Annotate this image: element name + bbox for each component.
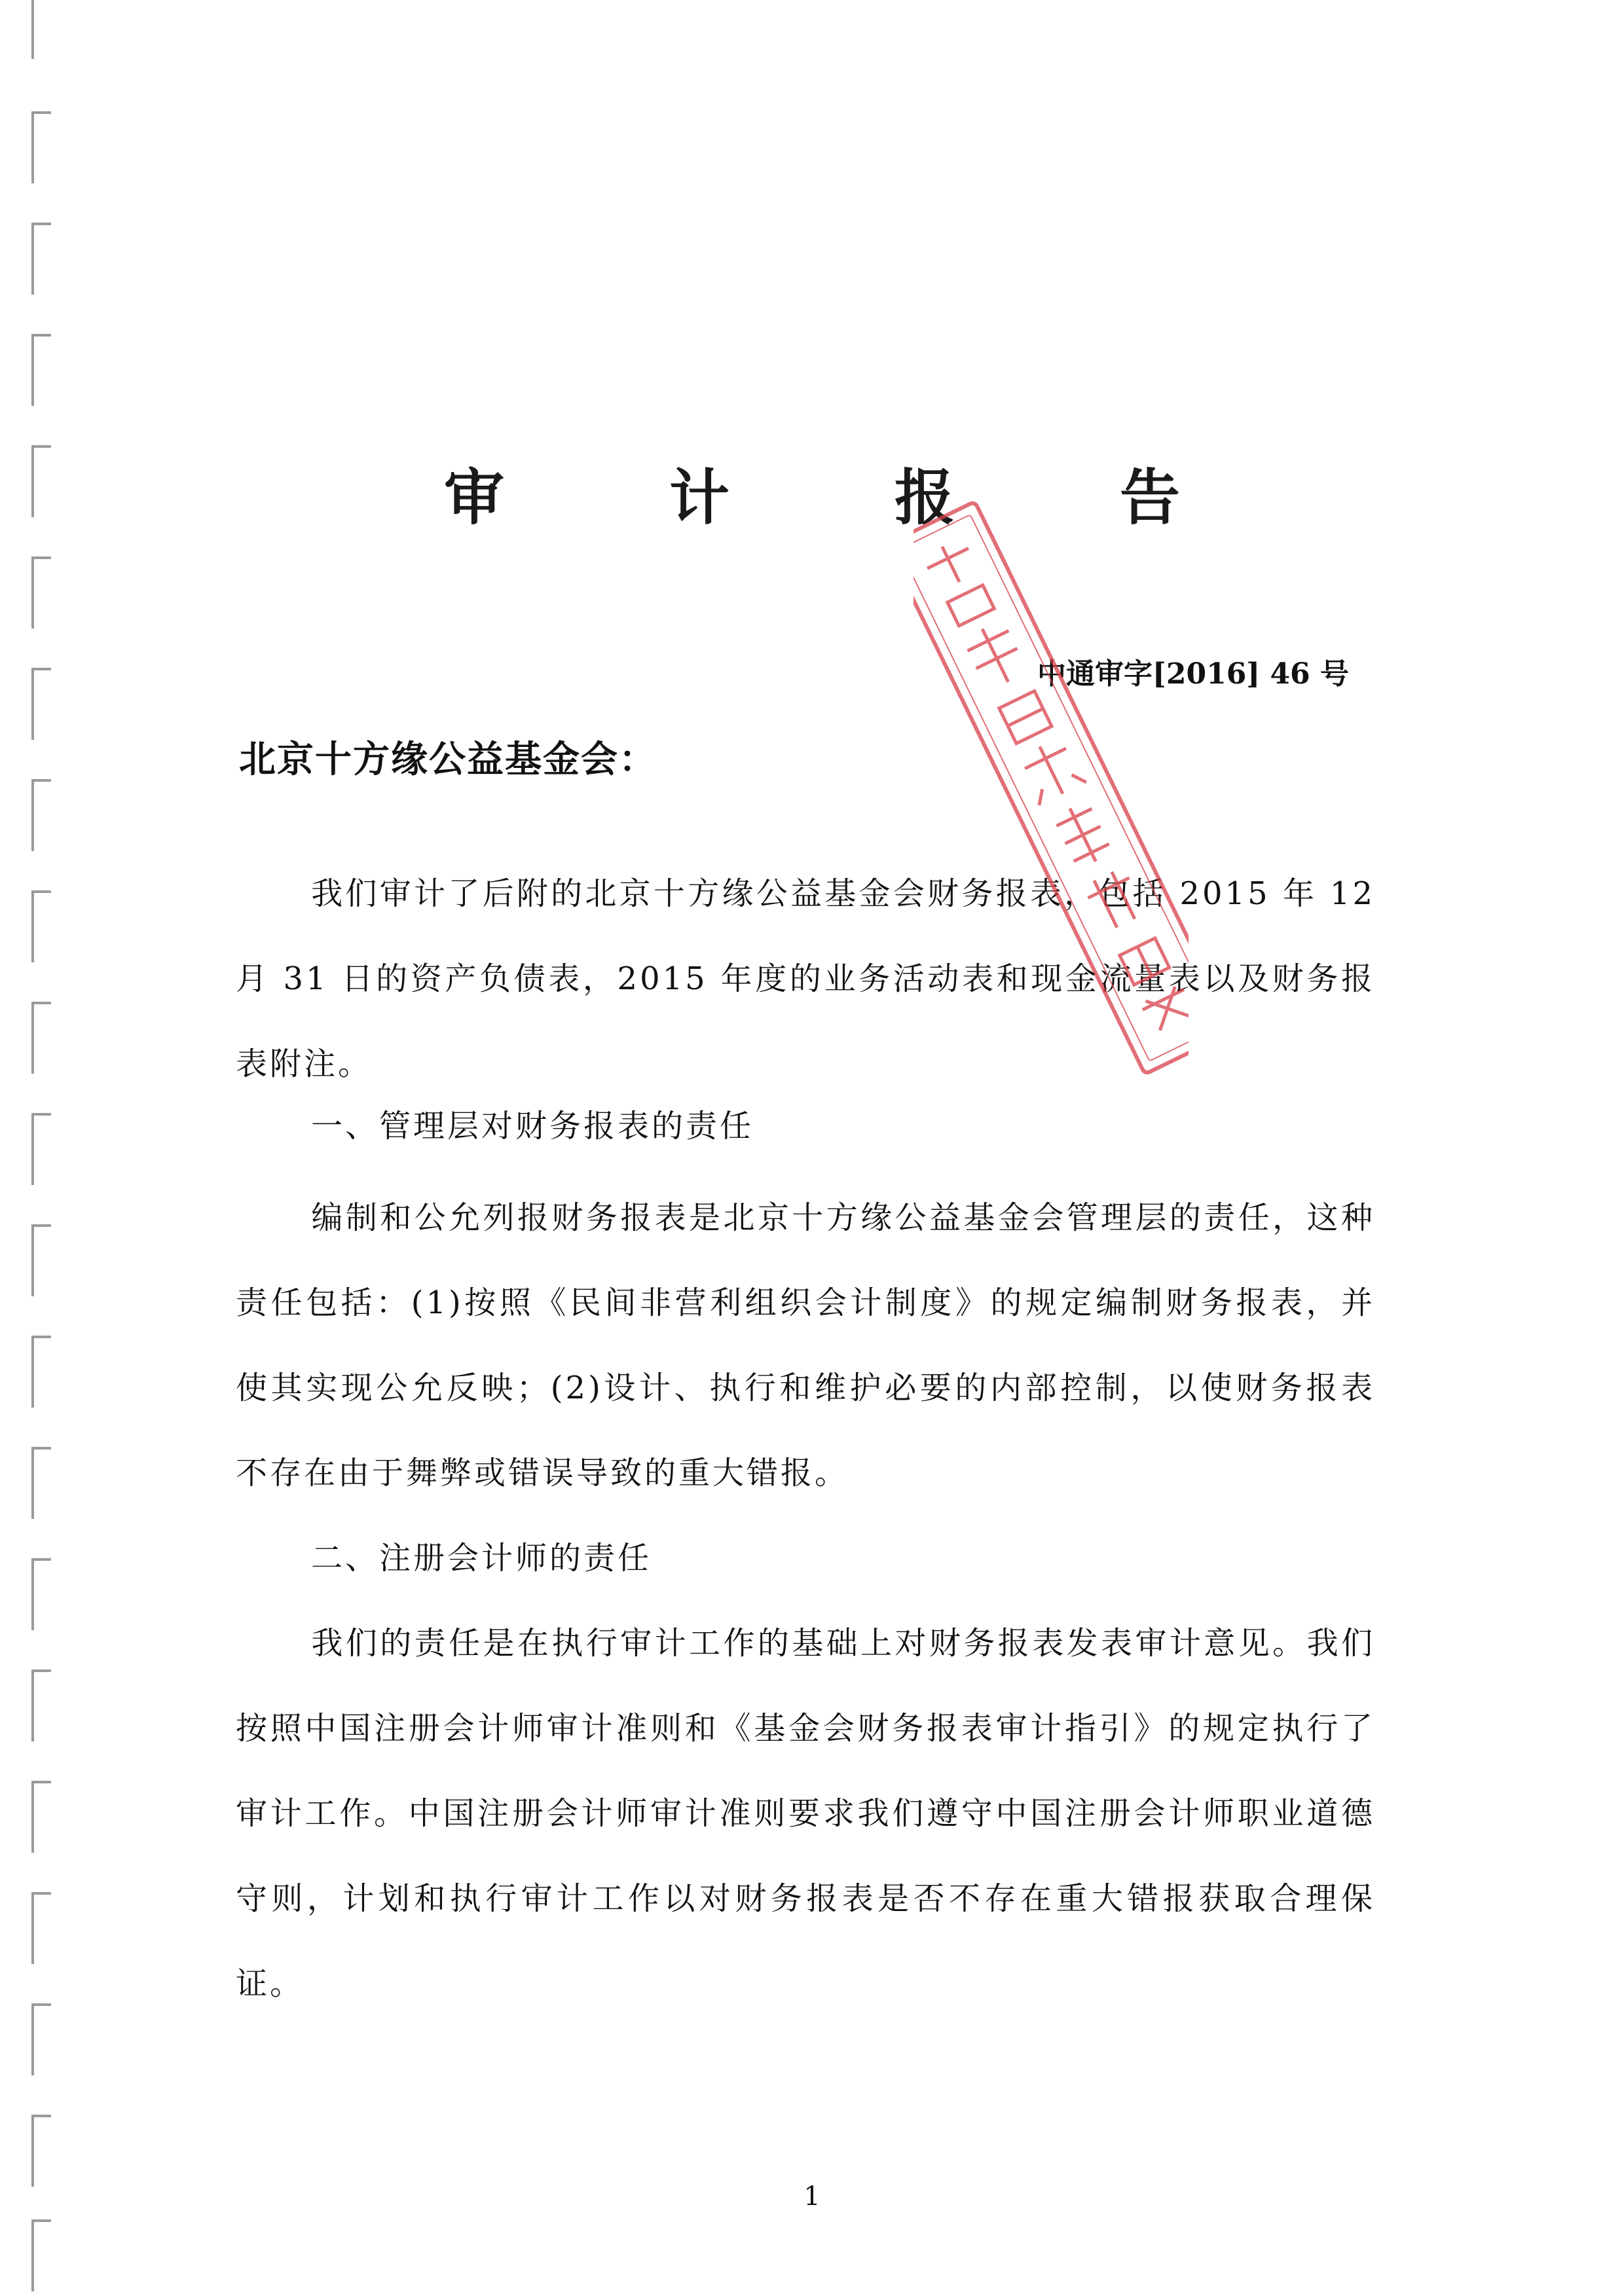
binding-mark bbox=[31, 1224, 51, 1296]
intro-paragraph-text: 我们审计了后附的北京十方缘公益基金会财务报表，包括 2015 年 12 月 31 日的资产负债表，2015 年度的业务活动表和现金流量表以及财务报表附注。 bbox=[236, 875, 1375, 1082]
binding-mark bbox=[31, 1558, 51, 1630]
binding-mark bbox=[31, 1447, 51, 1519]
binding-mark bbox=[31, 0, 51, 59]
binding-mark bbox=[31, 2115, 51, 2187]
section1-paragraph-text: 编制和公允列报财务报表是北京十方缘公益基金会管理层的责任，这种责任包括：(1)按照《民间非营利组织会计制度》的规定编制财务报表，并使其实现公允反映；(2)设计、执行和维护必要的内部控制，以使财务报表不存在由于舞弊或错误导致的重大错报。 bbox=[236, 1199, 1375, 1491]
binding-mark bbox=[31, 334, 51, 406]
binding-mark bbox=[31, 2219, 51, 2291]
binding-mark bbox=[31, 890, 51, 962]
binding-marks bbox=[26, 0, 65, 2296]
binding-mark bbox=[31, 1781, 51, 1853]
section2-paragraph-text: 我们的责任是在执行审计工作的基础上对财务报表发表审计意见。我们按照中国注册会计师审计准则和《基金会财务报表审计指引》的规定执行了审计工作。中国注册会计师审计准则要求我们遵守中国注册会计师职业道德守则，计划和执行审计工作以对财务报表是否不存在重大错报获取合理保证。 bbox=[236, 1625, 1375, 2002]
document-number: 中通审字[2016] 46 号 bbox=[1037, 657, 1349, 691]
section1-paragraph bbox=[236, 1175, 1375, 1516]
intro-paragraph bbox=[236, 851, 1375, 1106]
binding-mark bbox=[31, 1113, 51, 1185]
section1-heading: 一、管理层对财务报表的责任 bbox=[311, 1108, 754, 1144]
binding-mark bbox=[31, 1669, 51, 1741]
binding-mark bbox=[31, 779, 51, 851]
binding-mark bbox=[31, 556, 51, 629]
addressee: 北京十方缘公益基金会： bbox=[239, 738, 657, 781]
binding-mark bbox=[31, 1336, 51, 1408]
section2-heading: 二、注册会计师的责任 bbox=[311, 1540, 652, 1576]
binding-mark bbox=[31, 1892, 51, 1964]
page-number: 1 bbox=[803, 2181, 821, 2212]
document-title: 审 计 报 告 bbox=[443, 462, 1253, 533]
binding-mark bbox=[31, 111, 51, 183]
binding-mark bbox=[31, 1002, 51, 1074]
section2-paragraph bbox=[236, 1601, 1375, 2026]
binding-mark bbox=[31, 223, 51, 295]
binding-mark bbox=[31, 668, 51, 740]
binding-mark bbox=[31, 2003, 51, 2075]
